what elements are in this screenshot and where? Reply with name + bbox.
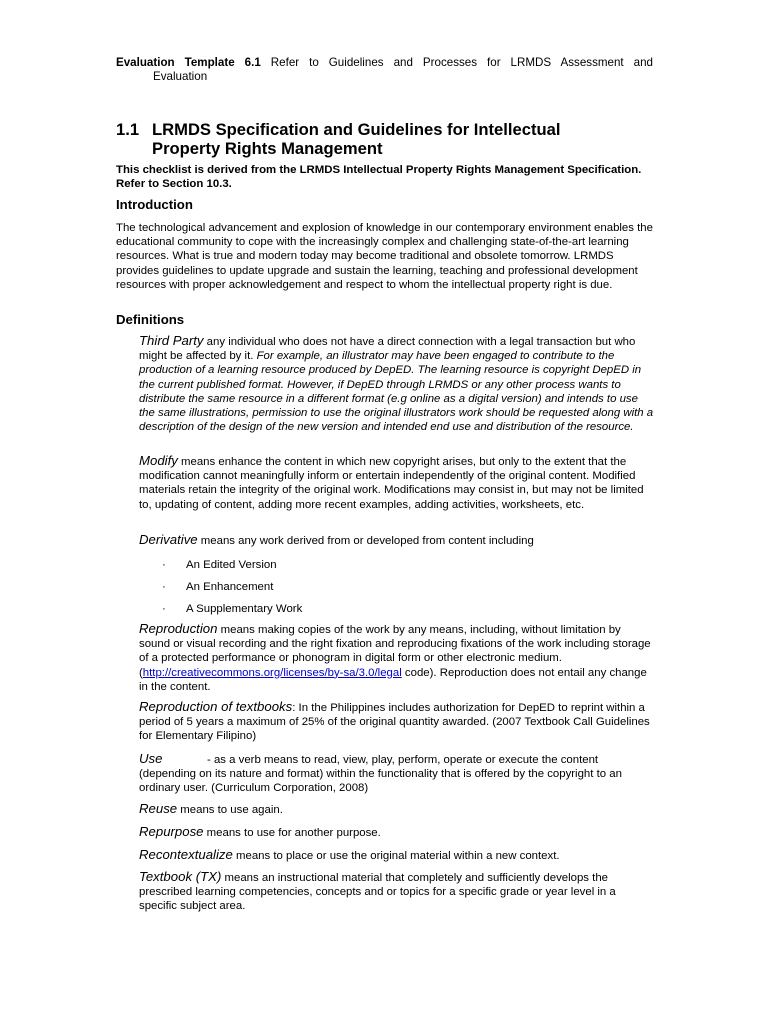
definitions-heading: Definitions [116, 312, 185, 327]
page-header [116, 56, 653, 84]
list-item: · A Supplementary Work [162, 603, 303, 615]
definition-reproduction-of-textbooks [139, 700, 654, 744]
term-repurpose: Repurpose [139, 824, 204, 839]
definition-reproduction [139, 622, 654, 694]
definition-textbook [139, 870, 654, 914]
checklist-lead: This checklist is derived from the LRMDS Intellectual Property Rights Management Specification. Refer to Section 10.3. [116, 164, 642, 191]
reproduction-textbooks-text: : In the Philippines includes authorization for DepED to reprint within a period of 5 years a maximum of 25% of the original quantity awarded. (2007 Textbook Call Guidelines for Elementary Filipino) [139, 702, 650, 743]
definition-use [139, 752, 654, 796]
term-derivative: Derivative [139, 532, 198, 547]
reuse-text: means to use again. [177, 804, 283, 816]
term-third-party: Third Party [139, 333, 204, 348]
use-text: - as a verb means to read, view, play, perform, operate or execute the content (depending on its nature and format) within the functionality that is offered by the copyright to an ordinary user. (Curriculum Corporation, 2008) [139, 754, 622, 795]
term-reproduction: Reproduction [139, 621, 218, 636]
term-reproduction-of-textbooks: Reproduction of textbooks [139, 699, 293, 714]
third-party-example: For example, an illustrator may have been engaged to contribute to the production of a learning resource produced by DepED. The learning resource is copyright DepED in the current published format. However, if DepED through LRMDS or any other process wants to distribute the same resource in a different format (e.g online as a digital version) and intends to use the same illustrations, permission to use the original illustrators work should be requested along with a description of the design of the new version and intended end use and distribution of the resource. [139, 350, 654, 434]
creative-commons-link[interactable]: http://creativecommons.org/licenses/by-sa/3.0/legal [142, 666, 402, 679]
third-party-text: any individual who does not have a direct connection with a legal transaction but who might be affected by it. [139, 336, 636, 363]
recontextualize-text: means to place or use the original material within a new context. [232, 850, 560, 862]
template-label: Evaluation Template 6.1 [116, 56, 261, 69]
term-recontextualize: Recontextualize [139, 847, 233, 862]
section-number: 1.1 [116, 120, 140, 139]
definition-derivative [139, 533, 654, 548]
term-reuse: Reuse [139, 801, 178, 816]
section-title-line2: Property Rights Management [152, 139, 383, 158]
header-text-line2: Evaluation [153, 70, 208, 83]
section-title-line1: LRMDS Specification and Guidelines for Intellectual [152, 120, 561, 139]
definition-modify [139, 454, 654, 512]
derivative-text: means any work derived from or developed from content including [197, 535, 534, 547]
reproduction-text: means making copies of the work by any means, including, without limitation by sound or visual recording and the right fixation and reproducing fixations of the work including storage of a protected performance or phonogram in digital form or other electronic medium. ( [139, 624, 651, 679]
definition-reuse [139, 802, 654, 817]
introduction-heading: Introduction [116, 197, 193, 212]
definition-third-party [139, 334, 654, 434]
header-text: Refer to Guidelines and Processes for LRMDS Assessment and [260, 56, 653, 69]
section-title [116, 120, 656, 158]
modify-text: means enhance the content in which new copyright arises, but only to the extent that the modification cannot meaningfully inform or entertain independently of the original content. Modified materials retain the integrity of the original work. Modifications may consist in, but may not be limited to, updating of content, adding more recent examples, adding activities, worksheets, etc. [139, 456, 644, 511]
term-textbook: Textbook (TX) [139, 869, 222, 884]
list-item: · An Edited Version [162, 559, 277, 571]
textbook-text: means an instructional material that completely and sufficiently develops the prescribed learning competencies, concepts and or topics for a specific grade or year level in a specific subject area. [139, 872, 616, 913]
repurpose-text: means to use for another purpose. [203, 827, 381, 839]
definition-recontextualize [139, 848, 654, 863]
term-use: Use [139, 751, 163, 766]
list-item: · An Enhancement [162, 581, 274, 593]
reproduction-text-after-link: code). Reproduction does not entail any change in the content. [139, 666, 647, 693]
definition-repurpose [139, 825, 654, 840]
introduction-body: The technological advancement and explosion of knowledge in our contemporary environment enables the educational community to cope with the increasingly complex and challenging state-of-the-art learning resources. What is true and modern today may become traditional and obsolete tomorrow. LRMDS provides guidelines to update upgrade and sustain the learning, teaching and professional development resources with proper acknowledgement and respect to whom the intellectual property right is due. [116, 222, 653, 291]
term-modify: Modify [139, 453, 178, 468]
